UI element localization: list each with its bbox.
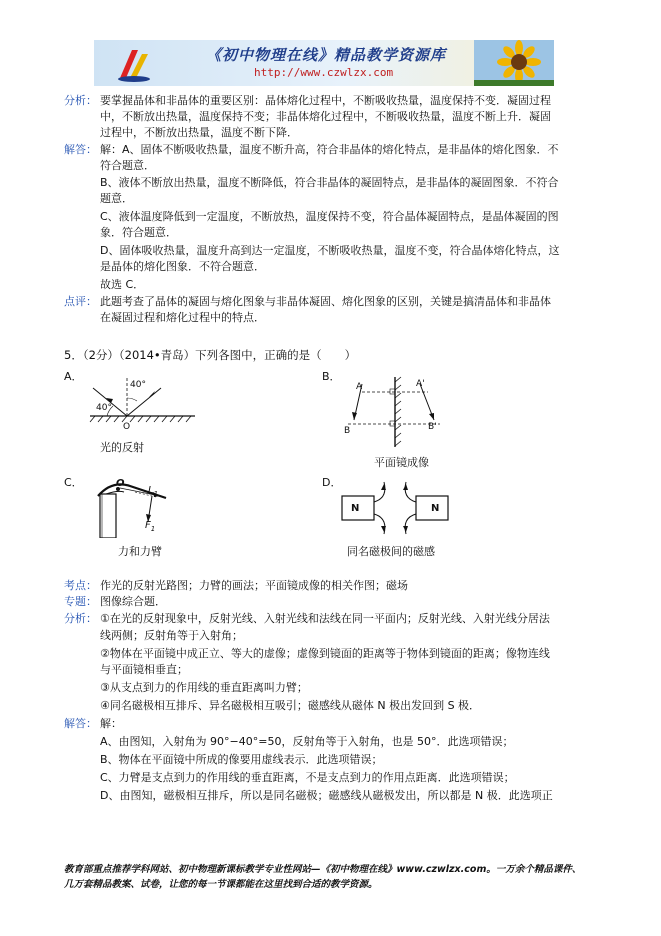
option-d-letter: D．: [322, 476, 342, 489]
option-a-angle-incident: 40°: [96, 403, 112, 413]
banner-title: 《初中物理在线》精品教学资源库: [206, 46, 447, 64]
analysis-label: 分析：: [64, 612, 97, 625]
prev-answer-line: C、液体温度降低到一定温度，不断放热，温度保持不变，符合晶体凝固特点，是晶体凝固的图: [100, 210, 559, 223]
prev-answer-line: 象．符合题意．: [100, 226, 177, 239]
analysis-line: ③从支点到力的作用线的垂直距离叫力臂；: [100, 681, 308, 694]
prev-analysis-line: 要掌握晶体和非晶体的重要区别：晶体熔化过程中，不断吸收热量，温度保持不变．凝固过程: [100, 94, 551, 107]
analysis-line: ②物体在平面镜中成正立、等大的虚像；虚像到镜面的距离等于物体到镜面的距离；像物连线: [100, 647, 550, 660]
analysis-line: 线两侧；反射角等于入射角；: [100, 629, 243, 642]
option-b-label-a: A: [356, 382, 363, 392]
footer-line-2: 几万套精品教案、试卷，让您的每一节课都能在这里找到合适的教学资源。: [64, 879, 378, 890]
prev-answer-line: 是晶体的熔化图象．不符合题意．: [100, 260, 265, 273]
question-stem: 5．（2分）（2014•青岛）下列各图中，正确的是（ ）: [64, 348, 357, 362]
option-d-label-n-right: N: [431, 503, 440, 514]
option-b-caption: 平面镜成像: [374, 456, 429, 469]
header-banner: [94, 40, 554, 86]
answer-line: B、物体在平面镜中所成的像要用虚线表示．此选项错误；: [100, 753, 383, 766]
prev-comment-line: 此题考查了晶体的凝固与熔化图象与非晶体凝固、熔化图象的区别，关键是搞清晶体和非晶体: [100, 295, 551, 308]
option-d-caption: 同名磁极间的磁感: [347, 545, 435, 558]
sunflower-icon: [474, 40, 554, 86]
answer-label: 解答：: [64, 717, 97, 730]
prev-comment-line: 在凝固过程和熔化过程中的特点．: [100, 311, 265, 324]
option-a-caption: 光的反射: [100, 441, 144, 454]
prev-answer-line: D、固体吸收热量，温度升高到达一定温度，不断吸收热量，温度不变，符合晶体熔化特点，这: [100, 244, 560, 257]
option-c-letter: C．: [64, 476, 83, 489]
option-c-label-l-sub: 1: [153, 490, 159, 498]
option-c-diagram: [90, 476, 190, 538]
option-c-label-f-letter: F: [145, 520, 151, 531]
analysis-line: ①在光的反射现象中，反射光线、入射光线和法线在同一平面内；反射光线、入射光线分居法: [100, 612, 550, 625]
prev-comment-label: 点评：: [64, 295, 97, 308]
zhuanti-text: 图像综合题．: [100, 595, 166, 608]
prev-answer-line: 题意．: [100, 192, 133, 205]
option-b-letter: B．: [322, 370, 341, 383]
answer-line: D、由图知，磁极相互排斥，所以是同名磁极；磁感线从磁极发出，所以都是 N 极．此选项正: [100, 789, 553, 802]
option-a-point-o: O: [123, 422, 131, 432]
answer-line: A、由图知，入射角为 90°−40°=50，反射角等于入射角，也是 50°．此选项错误；: [100, 735, 514, 748]
option-c-label-l-letter: L: [148, 485, 154, 496]
option-b-label-b: B: [344, 426, 351, 436]
prev-analysis-label: 分析：: [64, 94, 97, 107]
zhuanti-label: 专题：: [64, 595, 97, 608]
analysis-line: 与平面镜相垂直；: [100, 663, 188, 676]
prev-answer-line: 故选 C．: [100, 278, 145, 291]
prev-answer-line: B、液体不断放出热量，温度不断降低，符合非晶体的凝固特点，是非晶体的凝固图象．不符合: [100, 176, 559, 189]
answer-line: 解：: [100, 717, 122, 730]
option-c-caption: 力和力臂: [118, 545, 162, 558]
option-b-label-a-prime: A': [416, 379, 425, 389]
option-d-label-n-left: N: [351, 503, 360, 514]
option-b-label-b-prime: B': [428, 422, 437, 432]
answer-line: C、力臂是支点到力的作用线的垂直距离，不是支点到力的作用点距离．此选项错误；: [100, 771, 515, 784]
prev-answer-line: 解：A、固体不断吸收热量，温度不断升高，符合非晶体的熔化特点，是非晶体的熔化图象．不: [100, 143, 559, 156]
footer-line-1: 教育部重点推荐学科网站、初中物理新课标教学专业性网站—《初中物理在线》www.czwlzx.com。一万余个精品课件、: [64, 864, 582, 875]
analysis-line: ④同名磁极相互排斥、异名磁极相互吸引；磁感线从磁体 N 极出发回到 S 极．: [100, 699, 481, 712]
option-c-label-f-sub: 1: [150, 525, 156, 533]
option-c-label-f: [145, 519, 155, 536]
kaodian-label: 考点：: [64, 579, 97, 592]
prev-analysis-line: 中，不断放出热量，温度保持不变；非晶体熔化过程中，不断吸收热量，温度不断上升．凝固: [100, 110, 551, 123]
option-c-label-o: O: [116, 478, 125, 489]
banner-url[interactable]: http://www.czwlzx.com: [254, 66, 394, 79]
option-a-angle-reflected: 40°: [130, 380, 146, 390]
site-logo-icon: [114, 44, 154, 84]
prev-answer-line: 符合题意．: [100, 159, 155, 172]
prev-analysis-line: 过程中，不断放出热量，温度不断下降．: [100, 126, 298, 139]
prev-answer-label: 解答：: [64, 143, 97, 156]
option-c-label-l: [148, 484, 158, 501]
kaodian-text: 作光的反射光路图；力臂的画法；平面镜成像的相关作图；磁场: [100, 579, 408, 592]
option-a-letter: A．: [64, 370, 83, 383]
